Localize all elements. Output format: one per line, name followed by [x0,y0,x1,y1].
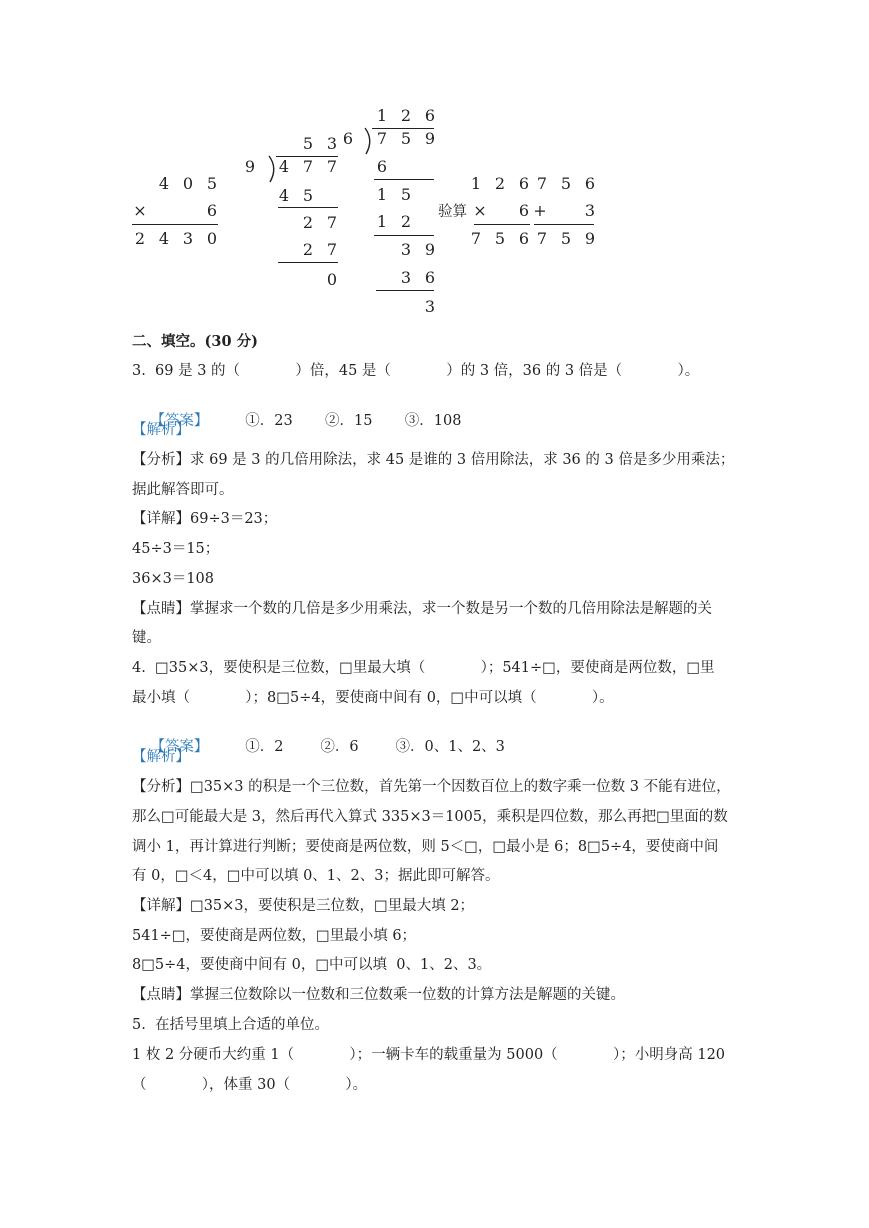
quotient-digit: 6 [424,106,436,125]
rule [534,224,594,225]
digit: 6 [518,201,530,220]
dividend-digit: 9 [424,129,436,148]
answer-values: ①．23 ②．15 ③．108 [208,413,462,429]
multiply-sign: × [473,201,487,220]
analysis-tag: 【解析】 [132,749,190,765]
analysis-tag: 【解析】 [132,422,190,438]
rule [132,224,218,225]
digit: 5 [400,185,412,204]
digit: 7 [326,240,338,259]
quotient-digit: 1 [376,106,388,125]
dividend-digit: 4 [278,157,290,176]
dividend-digit: 5 [400,129,412,148]
digit: 0 [206,229,218,248]
answer-tag: 【答案】 [150,413,209,429]
digit: 6 [206,201,218,220]
question-text: 5. 在括号里填上合适的单位。 [132,1017,330,1033]
text-line: 【点睛】掌握三位数除以一位数和三位数乘一位数的计算方法是解题的关键。 [132,987,625,1003]
digit: 7 [470,229,482,248]
digit: 2 [400,212,412,231]
digit: 9 [424,240,436,259]
text-line: 541÷□，要使商是两位数，□里最小填 6； [132,928,417,944]
digit: 1 [376,185,388,204]
text-line: 调小 1，再计算进行判断；要使商是两位数，则 5＜□，□最小是 6；8□5÷4，要使商中间 [132,839,719,855]
rule [278,262,338,263]
digit: 4 [158,229,170,248]
remainder: 3 [424,297,436,316]
text-line: 36×3＝108 [132,571,215,587]
section-title: 二、填空。(30 分) [132,333,258,350]
answer-tag: 【答案】 [150,739,209,755]
text-line: 【分析】求 69 是 3 的几倍用除法，求 45 是谁的 3 倍用除法，求 36 的 3 倍是多少用乘法； [132,452,735,468]
rule [374,235,434,236]
plus-sign: + [533,201,547,220]
dividend-digit: 7 [376,129,388,148]
question-text: 4. □35×3，要使积是三位数，□里最大填（ ）；541÷□，要使商是两位数，□里 [132,660,715,676]
digit: 9 [584,229,596,248]
digit: 5 [494,229,506,248]
text-line: 据此解答即可。 [132,482,234,498]
digit: 6 [584,174,596,193]
digit: 3 [182,229,194,248]
digit: 5 [560,229,572,248]
rule [374,179,434,180]
text-line: 【点睛】掌握求一个数的几倍是多少用乘法，求一个数是另一个数的几倍用除法是解题的关 [132,601,712,617]
digit: 1 [376,212,388,231]
quotient-digit: 3 [326,134,338,153]
digit: 7 [326,213,338,232]
multiply-sign: × [133,201,147,220]
digit: 1 [470,174,482,193]
question-text: （ ），体重 30（ ）。 [132,1077,368,1093]
divisor: 9 [244,157,256,176]
digit: 5 [206,174,218,193]
text-line: 【分析】□35×3 的积是一个三位数，首先第一个因数百位上的数字乘一位数 3 不能有进位， [132,779,731,795]
rule [376,290,434,291]
quotient-digit: 2 [400,106,412,125]
digit: 6 [376,157,388,176]
answer-values: ①．2 ②．6 ③．0、1、2、3 [208,739,505,755]
text-line: 8□5÷4，要使商中间有 0，□中可以填 0、1、2、3。 [132,957,492,973]
text-line: 有 0，□＜4，□中可以填 0、1、2、3；据此即可解答。 [132,868,500,884]
text-line: 【详解】69÷3＝23； [132,511,278,527]
digit: 6 [518,174,530,193]
divisor: 6 [342,129,354,148]
digit: 2 [302,240,314,259]
digit: 4 [158,174,170,193]
digit: 5 [302,186,314,205]
digit: 5 [560,174,572,193]
quotient-digit: 5 [302,134,314,153]
digit: 3 [400,240,412,259]
digit: 4 [278,186,290,205]
digit: 7 [536,174,548,193]
digit: 3 [400,268,412,287]
digit: 6 [424,268,436,287]
digit: 7 [536,229,548,248]
digit: 2 [494,174,506,193]
text-line: 45÷3＝15； [132,541,220,557]
digit: 3 [584,201,596,220]
text-line: 【详解】□35×3，要使积是三位数，□里最大填 2； [132,898,475,914]
question-text: 最小填（ ）；8□5÷4，要使商中间有 0，□中可以填（ ）。 [132,690,614,706]
digit: 6 [518,229,530,248]
text-line: 键。 [132,630,161,646]
rule [278,207,338,208]
dividend-digit: 7 [302,157,314,176]
digit: 2 [302,213,314,232]
digit: 2 [134,229,146,248]
rule [474,224,530,225]
question-text: 3. 69 是 3 的（ ）倍，45 是（ ）的 3 倍，36 的 3 倍是（ ）。 [132,363,700,379]
dividend-digit: 7 [326,157,338,176]
question-text: 1 枚 2 分硬币大约重 1（ ）；一辆卡车的载重量为 5000（ ）；小明身高 120 [132,1047,726,1063]
digit: 0 [182,174,194,193]
remainder: 0 [326,270,338,289]
check-label: 验算 [438,204,467,220]
text-line: 那么□可能最大是 3，然后再代入算式 335×3＝1005，乘积是四位数，那么再把□里面的数 [132,809,728,825]
